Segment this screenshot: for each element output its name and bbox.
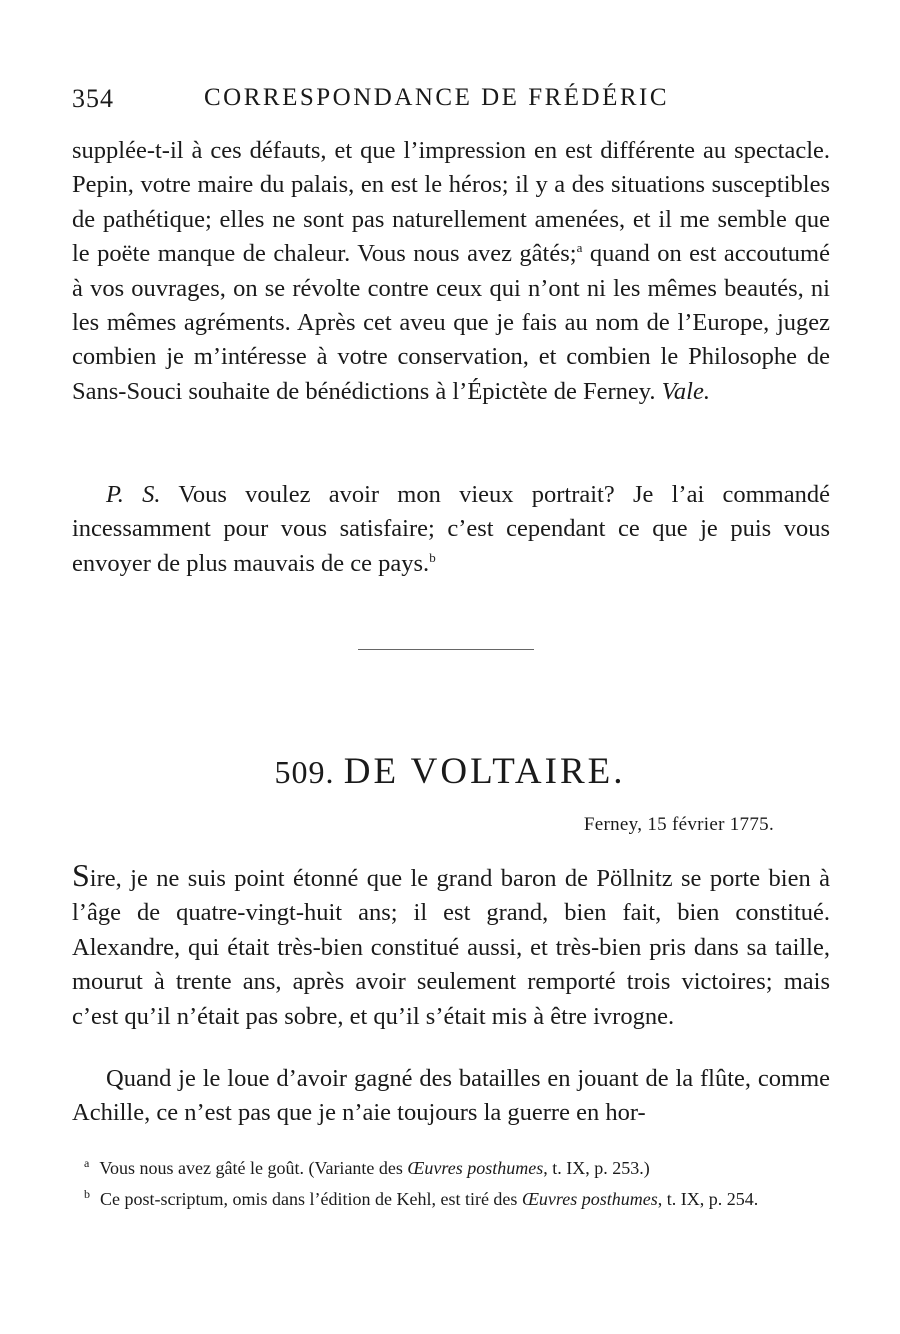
closing-word: Vale. xyxy=(661,377,710,405)
footnote-mark: a xyxy=(84,1156,90,1170)
letter-title: DE VOLTAIRE. xyxy=(343,751,626,792)
postscript-paragraph xyxy=(72,478,830,581)
paragraph-text: ire, je ne suis point étonné que le grand baron de Pöllnitz se porte bien à l’âge de quatre-vingt-huit ans; il est grand, bien fait, bien constitué. Alexandre, qui était très-bien constitué aussi, et très-bien pris dans sa taille, mourut à trente ans, après avoir seulement remporté trois victoires; mais c’est qu’il n’était pas sobre, et qu’il s’était mis à être ivrogne. xyxy=(72,865,830,1030)
footnote-text: Vous nous avez gâté le goût. (Variante des xyxy=(99,1158,408,1178)
paragraph-text: supplée-t-il à ces défauts, et que l’impression en est différente au spectacle. Pepin, votre maire du palais, en est le héros; il y a des situations susceptibles de pathétique; elles ne sont pas naturellement amenées, et il me semble que le poëte manque de chaleur. Vous nous avez gâtés; xyxy=(72,137,830,268)
footnote-work-title: Œuvres posthumes xyxy=(521,1189,658,1209)
footnote-text: , t. IX, p. 254. xyxy=(657,1189,759,1209)
letter-closing-paragraph xyxy=(72,134,830,409)
section-divider xyxy=(358,649,534,650)
footnote-work-title: Œuvres posthumes xyxy=(407,1158,544,1178)
letter-dateline: Ferney, 15 février 1775. xyxy=(583,814,774,835)
footnote-mark: b xyxy=(84,1187,90,1201)
drop-cap: S xyxy=(72,857,90,893)
footnote-ref-a: a xyxy=(576,240,583,256)
footnotes xyxy=(84,1150,824,1212)
running-head xyxy=(72,84,832,120)
footnote-text: , t. IX, p. 253.) xyxy=(543,1158,650,1178)
paragraph-text: quand on est accoutumé à vos ouvrages, on se révolte contre ceux qui n’ont ni les mêmes beautés, ni les mêmes agréments. Après cet aveu que je fais au nom de l’Europe, jugez combien je m’intéresse à votre conservation, et combien le Philosophe de Sans-Souci souhaite de bénédictions à l’Épictète de Ferney. xyxy=(72,240,830,405)
footnote-a xyxy=(84,1150,824,1181)
letter-paragraph-1 xyxy=(72,858,830,1034)
postscript-label: P. S. xyxy=(106,481,161,508)
footnote-text: Ce post-scriptum, omis dans l’édition de Kehl, est tiré des xyxy=(100,1189,522,1209)
footnote-ref-b: b xyxy=(429,549,436,565)
footnote-b xyxy=(84,1181,824,1212)
postscript-text: Vous voulez avoir mon vieux portrait? Je l’ai commandé incessamment pour vous satisfaire; c’est cependant ce que je puis vous envoyer de plus mauvais de ce pays. xyxy=(72,481,830,577)
paragraph-text: Quand je le loue d’avoir gagné des batailles en jouant de la flûte, comme Achille, ce n’est pas que je n’aie toujours la guerre en hor- xyxy=(72,1065,830,1127)
running-title: CORRESPONDANCE DE FRÉDÉRIC xyxy=(204,84,670,111)
letter-heading xyxy=(0,750,900,793)
page-number: 354 xyxy=(72,84,114,113)
letter-paragraph-2 xyxy=(72,1062,830,1131)
letter-number: 509. xyxy=(274,754,335,790)
